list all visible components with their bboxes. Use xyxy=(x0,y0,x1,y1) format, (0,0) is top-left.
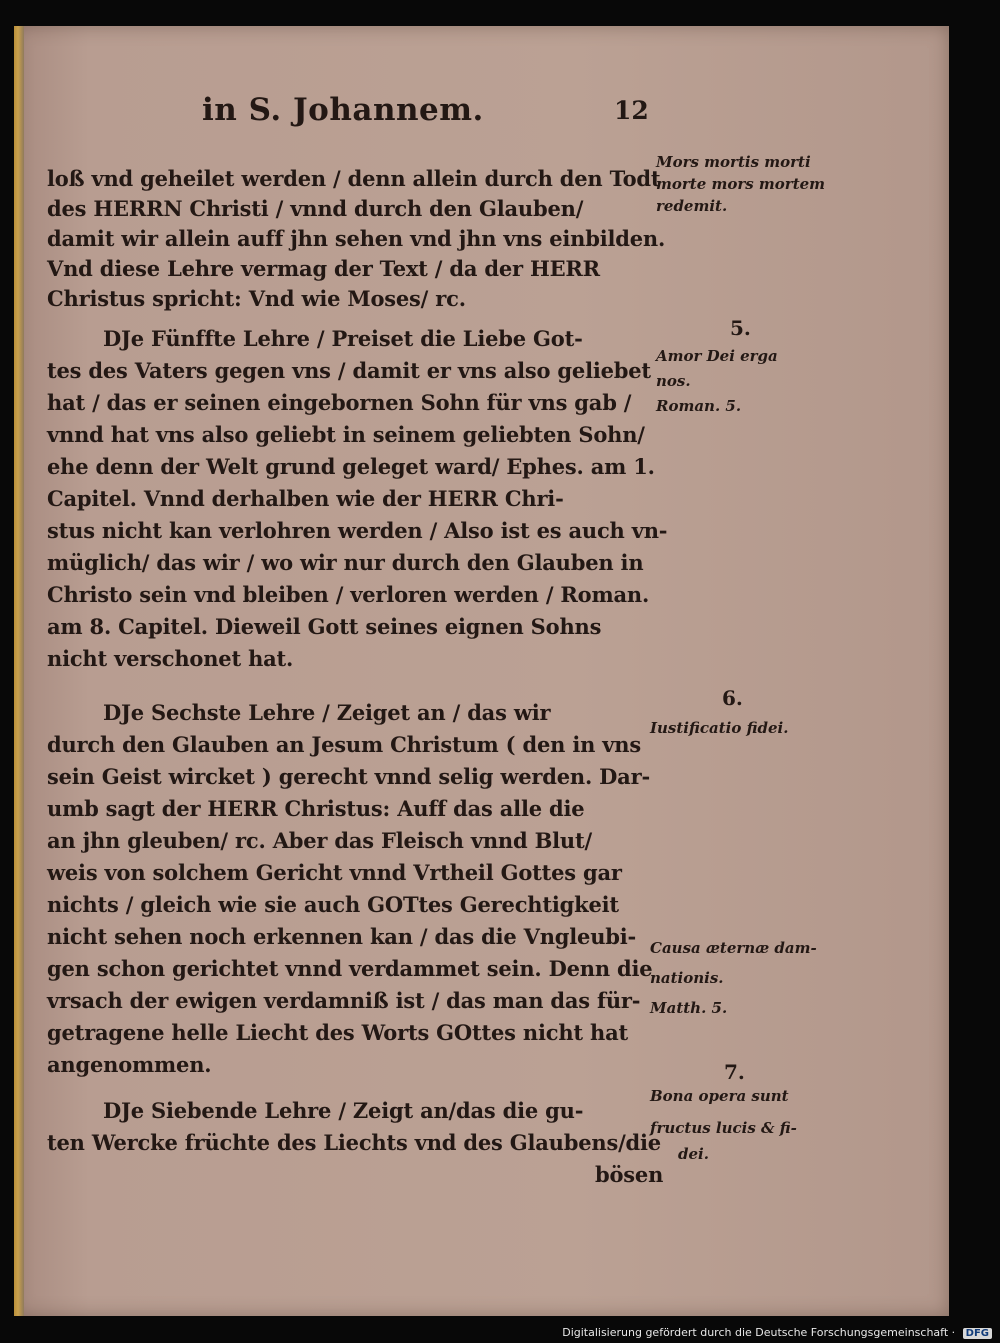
paragraph-start-line: DJe Siebende Lehre / Zeigt an/das die gu- xyxy=(103,1098,584,1123)
funding-footer xyxy=(562,1326,992,1339)
text-line: damit wir allein auff jhn sehen vnd jhn vns einbilden. xyxy=(47,226,666,251)
margin-note-line: nationis. xyxy=(650,969,724,987)
text-line: umb sagt der HERR Christus: Auff das alle die xyxy=(47,796,585,821)
text-line: Christo sein vnd bleiben / verloren werden / Roman. xyxy=(47,582,650,607)
margin-note-line: Bona opera sunt xyxy=(650,1087,789,1105)
margin-note-line: nos. xyxy=(656,372,691,390)
text-line: des HERRN Christi / vnnd durch den Glauben/ xyxy=(47,196,584,221)
text-line: durch den Glauben an Jesum Christum ( den in vns xyxy=(47,732,641,757)
page-number: 12 xyxy=(614,96,649,125)
margin-note-line: dei. xyxy=(678,1145,709,1163)
text-line: müglich/ das wir / wo wir nur durch den Glauben in xyxy=(47,550,644,575)
section-number: 5. xyxy=(730,316,751,340)
funding-text: Digitalisierung gefördert durch die Deutsche Forschungsgemeinschaft xyxy=(562,1326,949,1339)
margin-note-line: redemit. xyxy=(656,197,728,215)
section-number: 7. xyxy=(724,1060,745,1084)
text-line: ehe denn der Welt grund geleget ward/ Ephes. am 1. xyxy=(47,454,655,479)
margin-note-line: Matth. 5. xyxy=(650,999,728,1017)
section-number: 6. xyxy=(722,686,743,710)
text-line: Vnd diese Lehre vermag der Text / da der HERR xyxy=(47,256,600,281)
book-page xyxy=(14,26,949,1316)
text-line: Christus spricht: Vnd wie Moses/ rc. xyxy=(47,286,466,311)
dfg-logo: DFG xyxy=(963,1328,992,1339)
margin-note-line: Iustificatio fidei. xyxy=(650,719,789,737)
text-line: sein Geist wircket ) gerecht vnnd selig werden. Dar- xyxy=(47,764,650,789)
text-line: angenommen. xyxy=(47,1052,212,1077)
margin-note-line: fructus lucis & fi- xyxy=(650,1119,797,1137)
paragraph-start-line: DJe Fünffte Lehre / Preiset die Liebe Got- xyxy=(103,326,583,351)
text-line: Capitel. Vnnd derhalben wie der HERR Chri- xyxy=(47,486,564,511)
text-line: nichts / gleich wie sie auch GOTtes Gerechtigkeit xyxy=(47,892,619,917)
text-line: weis von solchem Gericht vnnd Vrtheil Gottes gar xyxy=(47,860,622,885)
text-line: hat / das er seinen eingebornen Sohn für vns gab / xyxy=(47,390,632,415)
margin-note-line: Mors mortis morti xyxy=(656,153,811,171)
text-line: gen schon gerichtet vnnd verdammet sein. Denn die xyxy=(47,956,653,981)
text-line: stus nicht kan verlohren werden / Also ist es auch vn- xyxy=(47,518,668,543)
paragraph-start-line: DJe Sechste Lehre / Zeiget an / das wir xyxy=(103,700,551,725)
separator: · xyxy=(951,1326,956,1339)
text-line: vrsach der ewigen verdamniß ist / das man das für- xyxy=(47,988,641,1013)
text-line: loß vnd geheilet werden / denn allein durch den Todt xyxy=(47,166,661,191)
page-binding-edge xyxy=(14,26,24,1316)
margin-note-line: morte mors mortem xyxy=(656,175,826,193)
text-line: nicht sehen noch erkennen kan / das die Vngleubi- xyxy=(47,924,637,949)
running-title: in S. Johannem. xyxy=(202,92,484,128)
page-header xyxy=(202,92,662,142)
margin-note-line: Amor Dei erga xyxy=(656,347,778,365)
text-line: ten Wercke früchte des Liechts vnd des Glaubens/die xyxy=(47,1130,661,1155)
catchword: bösen xyxy=(595,1162,664,1187)
text-line: getragene helle Liecht des Worts GOttes nicht hat xyxy=(47,1020,628,1045)
text-line: nicht verschonet hat. xyxy=(47,646,294,671)
text-line: vnnd hat vns also geliebt in seinem geliebten Sohn/ xyxy=(47,422,645,447)
text-line: an jhn gleuben/ rc. Aber das Fleisch vnnd Blut/ xyxy=(47,828,592,853)
text-line: tes des Vaters gegen vns / damit er vns also geliebet xyxy=(47,358,651,383)
margin-note-line: Causa æternæ dam- xyxy=(650,939,817,957)
margin-note-line: Roman. 5. xyxy=(656,397,742,415)
text-line: am 8. Capitel. Dieweil Gott seines eignen Sohns xyxy=(47,614,602,639)
